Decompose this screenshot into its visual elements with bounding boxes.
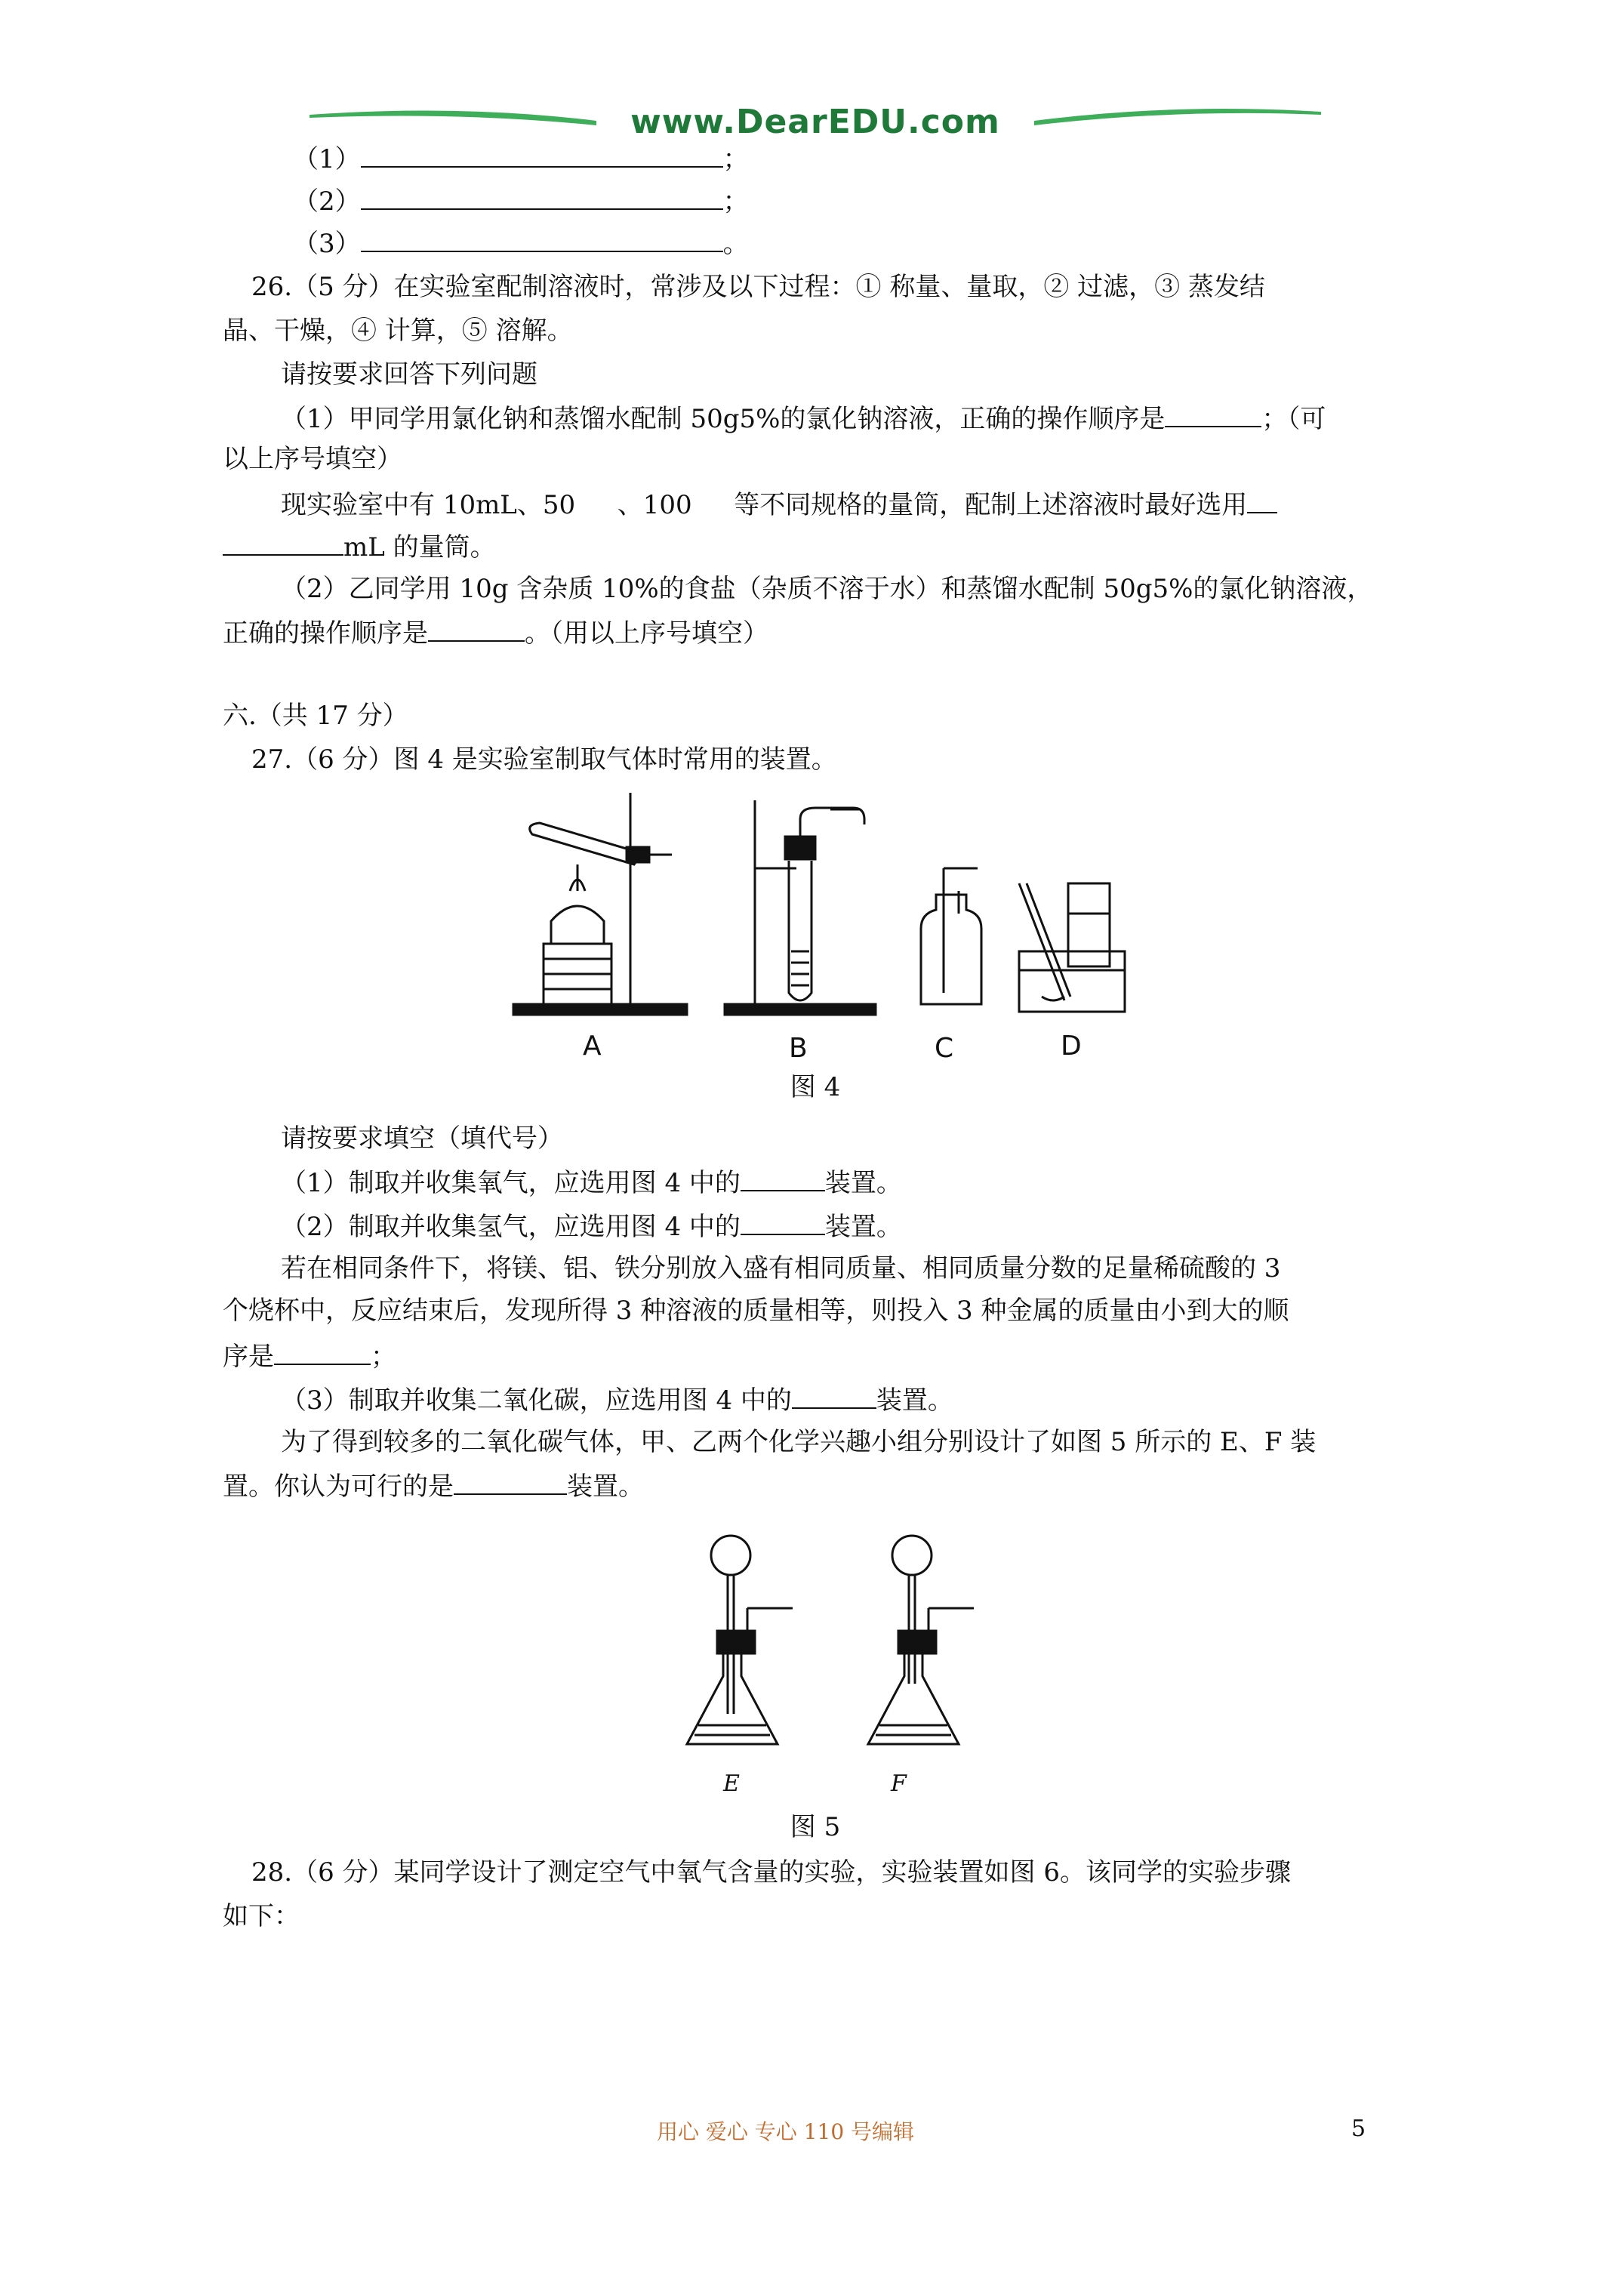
answer-line-2: [293, 184, 749, 217]
q27-part3-blank[interactable]: [792, 1383, 876, 1409]
figure-4-caption: 图 4: [790, 1072, 841, 1102]
q27-ef-end: 装置。: [567, 1472, 644, 1502]
q28-line-1: 28.（6 分）某同学设计了测定空气中氧气含量的实验，实验装置如图 6。该同学的实验步骤: [251, 1857, 1291, 1888]
q26-cylinder-line-2: [223, 530, 496, 562]
q27-metal-line-2: 个烧杯中，反应结束后，发现所得 3 种溶液的质量相等，则投入 3 种金属的质量由小到大的顺: [223, 1296, 1289, 1326]
q27-part2-text: （2）制取并收集氢气，应选用图 4 中的: [281, 1212, 741, 1242]
answer-end: 。: [722, 229, 749, 259]
answer-line-1: [293, 142, 749, 174]
apparatus-c-diagram: [921, 868, 981, 1004]
figure-4-label-c: C: [935, 1033, 954, 1064]
figure-5-label-e: E: [723, 1771, 740, 1797]
header-site-name: www.DearEDU.com: [630, 103, 1000, 141]
q26-cylinder-line: [281, 488, 1277, 520]
figure-4-label-b: B: [789, 1033, 808, 1064]
q27-metal-end: ；: [371, 1342, 396, 1372]
q26-instruction: 请按要求回答下列问题: [281, 359, 537, 390]
q26-part1-line-2: 以上序号填空）: [223, 444, 402, 474]
q27-part2-end: 装置。: [824, 1212, 902, 1242]
q27-metal-line-1: 若在相同条件下，将镁、铝、铁分别放入盛有相同质量、相同质量分数的足量稀硫酸的 3: [281, 1253, 1281, 1284]
q27-ef-blank[interactable]: [454, 1469, 567, 1495]
figure-4-apparatus: [498, 778, 1140, 1027]
answer-end: ；: [722, 144, 749, 174]
q26-part1-end: ；（可: [1261, 404, 1326, 434]
q27-part1-end: 装置。: [824, 1168, 902, 1198]
q27-part1-blank[interactable]: [741, 1166, 825, 1191]
q26-part2-line-2: [223, 616, 768, 649]
answer-label: （1）: [293, 144, 361, 174]
q27-part2-line: [281, 1210, 902, 1242]
q27-metal-line-3: [223, 1339, 396, 1372]
q26-part2-line: （2）乙同学用 10g 含杂质 10%的食盐（杂质不溶于水）和蒸馏水配制 50g5%的氯化钠溶液，: [281, 574, 1373, 604]
q26-part1-line: [281, 402, 1326, 434]
q26-cylinder-text: 现实验室中有 10mL、50 、100 等不同规格的量筒，配制上述溶液时最好选用: [281, 490, 1248, 520]
q27-part2-blank[interactable]: [741, 1210, 825, 1235]
answer-end: ；: [722, 186, 749, 217]
q27-part3-end: 装置。: [876, 1385, 953, 1416]
answer-blank[interactable]: [361, 142, 723, 168]
q27-instruction: 请按要求填空（填代号）: [281, 1123, 563, 1154]
q26-part2-end: 。（用以上序号填空）: [525, 618, 768, 649]
footer-text: 用心 爱心 专心 110 号编辑: [657, 2119, 915, 2144]
q27-line-1: 27.（6 分）图 4 是实验室制取气体时常用的装置。: [251, 744, 837, 775]
q27-part1-text: （1）制取并收集氧气，应选用图 4 中的: [281, 1168, 741, 1198]
q27-metal-blank[interactable]: [274, 1339, 371, 1365]
q26-part2-text: 正确的操作顺序是: [223, 618, 428, 649]
apparatus-f-diagram: [868, 1536, 974, 1744]
q26-part1-blank[interactable]: [1165, 402, 1261, 427]
apparatus-e-diagram: [687, 1536, 793, 1744]
q26-part1-text: （1）甲同学用氯化钠和蒸馏水配制 50g5%的氯化钠溶液，正确的操作顺序是: [281, 404, 1166, 434]
q26-line-1: 26.（5 分）在实验室配制溶液时，常涉及以下过程：① 称量、量取，② 过滤，③ 蒸发结: [251, 272, 1265, 302]
figure-5-apparatus: [672, 1525, 1027, 1767]
q26-part2-blank[interactable]: [428, 616, 525, 642]
q28-line-2: 如下：: [223, 1901, 300, 1931]
q27-ef-line-1: 为了得到较多的二氧化碳气体，甲、乙两个化学兴趣小组分别设计了如图 5 所示的 E、F 装: [281, 1427, 1317, 1457]
section-6-title: 六.（共 17 分）: [223, 701, 408, 731]
figure-4-label-d: D: [1061, 1031, 1082, 1062]
q27-part3-text: （3）制取并收集二氧化碳，应选用图 4 中的: [281, 1385, 792, 1416]
q27-ef-text: 置。你认为可行的是: [223, 1472, 454, 1502]
q27-part3-line: [281, 1383, 953, 1416]
q27-metal-text: 序是: [223, 1342, 274, 1372]
figure-5-caption: 图 5: [790, 1812, 841, 1842]
q26-cylinder-end: mL 的量筒。: [343, 532, 496, 562]
apparatus-d-diagram: [1019, 883, 1125, 1012]
apparatus-a-diagram: [513, 793, 687, 1015]
q26-cylinder-blank[interactable]: [223, 530, 343, 556]
figure-5-label-f: F: [891, 1771, 907, 1797]
q27-part1-line: [281, 1166, 902, 1198]
answer-label: （3）: [293, 229, 361, 259]
page-number: 5: [1351, 2116, 1366, 2142]
q27-ef-line-2: [223, 1469, 644, 1502]
answer-blank[interactable]: [361, 184, 723, 210]
q26-line-2: 晶、干燥，④ 计算，⑤ 溶解。: [223, 316, 573, 346]
answer-label: （2）: [293, 186, 361, 217]
figure-4-label-a: A: [583, 1031, 602, 1062]
answer-line-3: [293, 227, 749, 259]
apparatus-b-diagram: [725, 800, 876, 1015]
q26-cylinder-blank-start[interactable]: [1247, 488, 1277, 513]
answer-blank[interactable]: [361, 227, 723, 252]
